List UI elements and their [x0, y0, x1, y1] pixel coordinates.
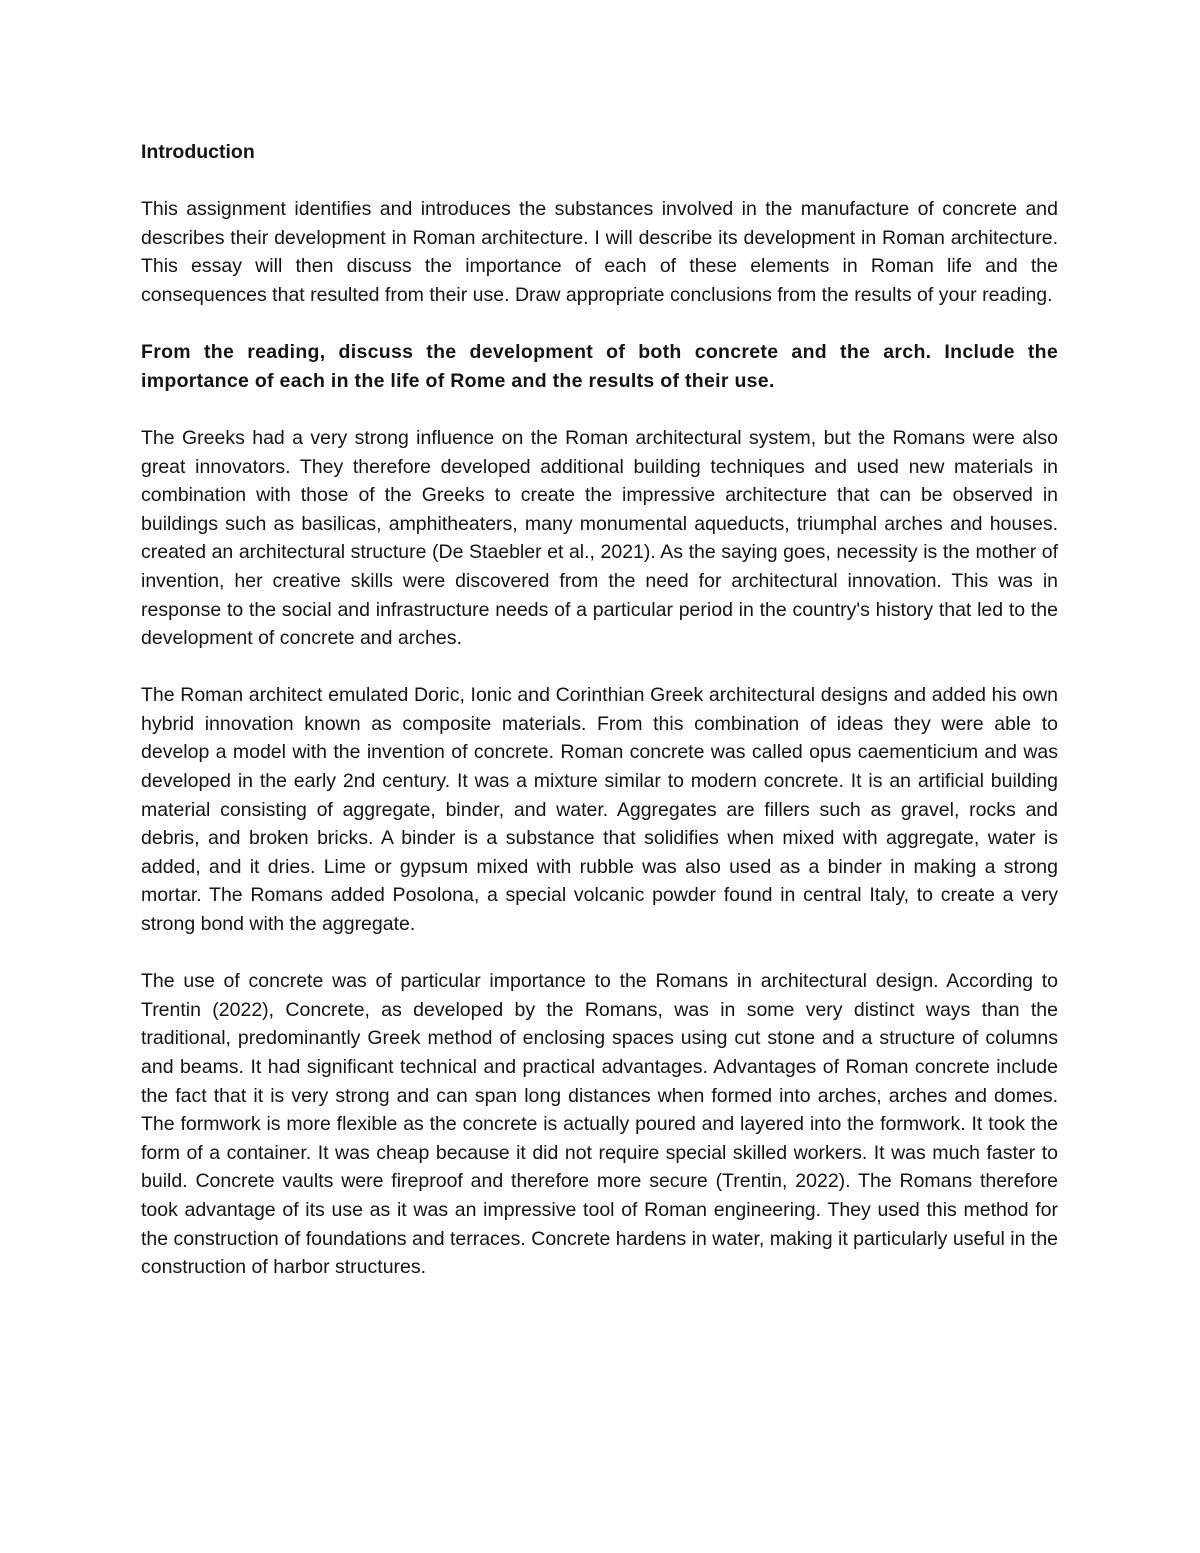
section-heading: Introduction [141, 141, 255, 163]
body-paragraph-1: The Greeks had a very strong influence on the Roman architectural system, but the Romans were also great innovators. They therefore developed additional building techniques and used new materials in combination with those of the Greeks to create the impressive architecture that can be observed in buildings such as basilicas, amphitheaters, many monumental aqueducts, triumphal arches and houses. created an architectural structure (De Staebler et al., 2021). As the saying goes, necessity is the mother of invention, her creative skills were discovered from the need for architectural innovation. This was in response to the social and infrastructure needs of a particular period in the country's history that led to the development of concrete and arches. [141, 426, 1058, 650]
body-paragraph-3: The use of concrete was of particular importance to the Romans in architectural design. According to Trentin (2022), Concrete, as developed by the Romans, was in some very distinct ways than the traditional, predominantly Greek method of enclosing spaces using cut stone and a structure of columns and beams. It had significant technical and practical advantages. Advantages of Roman concrete include the fact that it is very strong and can span long distances when formed into arches, arches and domes. The formwork is more flexible as the concrete is actually poured and layered into the formwork. It took the form of a container. It was cheap because it did not require special skilled workers. It was much faster to build. Concrete vaults were fireproof and therefore more secure (Trentin, 2022). The Romans therefore took advantage of its use as it was an impressive tool of Roman engineering. They used this method for the construction of foundations and terraces. Concrete hardens in water, making it particularly useful in the construction of harbor structures. [141, 970, 1059, 1279]
document-body [141, 138, 1058, 1310]
body-paragraph-2: The Roman architect emulated Doric, Ionic and Corinthian Greek architectural designs and added his own hybrid innovation known as composite materials. From this combination of ideas they were able to develop a model with the invention of concrete. Roman concrete was called opus caementicium and was developed in the early 2nd century. It was a mixture similar to modern concrete. It is an artificial building material consisting of aggregate, binder, and water. Aggregates are fillers such as gravel, rocks and debris, and broken bricks. A binder is a substance that solidifies when mixed with aggregate, water is added, and it dries. Lime or gypsum mixed with rubble was also used as a binder in making a strong mortar. The Romans added Posolona, a special volcanic powder found in central Italy, to create a very strong bond with the aggregate. [141, 684, 1058, 936]
question-prompt: From the reading, discuss the development of both concrete and the arch. Include the importance of each in the life of Rome and the results of their use. [141, 341, 1058, 392]
intro-paragraph: This assignment identifies and introduces the substances involved in the manufacture of concrete and describes their development in Roman architecture. I will describe its development in Roman architecture. This essay will then discuss the importance of each of these elements in Roman life and the consequences that resulted from their use. Draw appropriate conclusions from the results of your reading. [141, 198, 1058, 306]
